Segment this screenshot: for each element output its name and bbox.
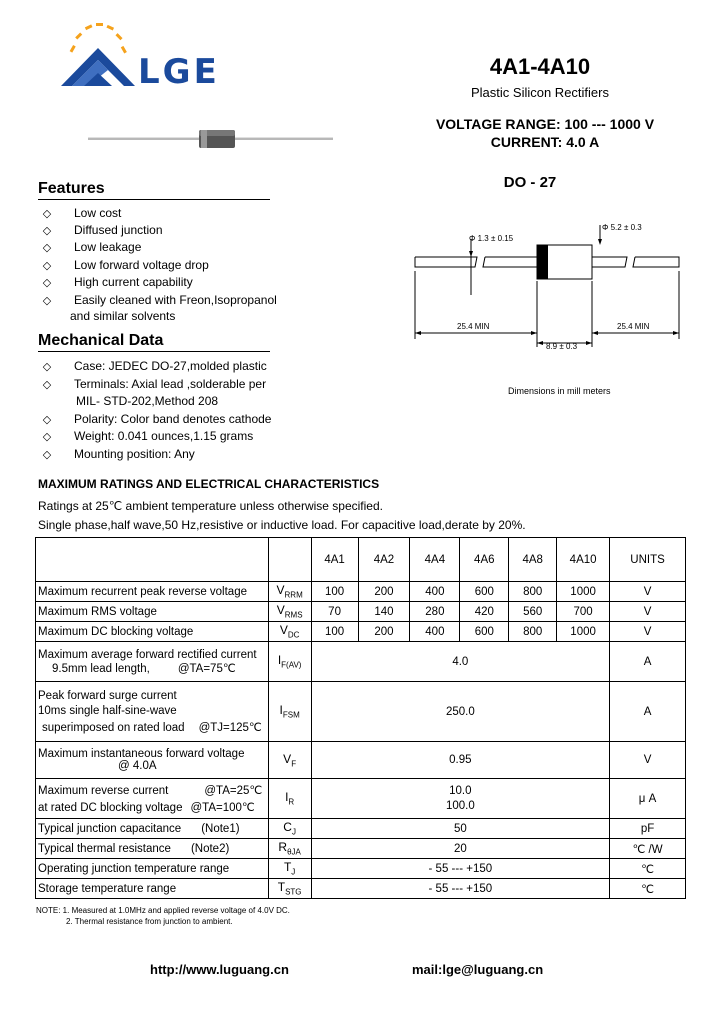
feature-text: Low leakage xyxy=(74,240,142,254)
mechanical-list xyxy=(42,359,342,469)
col-header: 4A1 xyxy=(311,538,358,582)
cell-value: 1000 xyxy=(557,582,610,602)
cell-value: 800 xyxy=(509,582,557,602)
features-title: Features xyxy=(38,180,270,200)
param-symbol: $T_J$ xyxy=(268,859,311,879)
list-item: ◇ Mounting position: Any xyxy=(42,447,195,461)
param-line: at rated DC blocking voltage @TA=100℃ xyxy=(38,802,255,814)
cell-unit: V xyxy=(610,582,686,602)
lead-diameter-label: Φ 1.3 ± 0.15 xyxy=(469,234,514,243)
cell-value: 20 xyxy=(311,839,609,859)
table-row xyxy=(36,582,686,602)
param-line: superimposed on rated load @TJ=125℃ xyxy=(42,721,262,734)
cell-value: 100 xyxy=(311,622,358,642)
features-list xyxy=(42,206,342,326)
param-symbol: $V_F$ xyxy=(268,742,311,779)
cell-unit: V xyxy=(610,602,686,622)
email-link[interactable]: mail:lge@luguang.cn xyxy=(412,962,544,977)
cell-value: 0.95 xyxy=(311,742,609,779)
list-item: ◇ Diffused junction xyxy=(42,223,163,237)
param-label xyxy=(36,742,269,779)
footnotes xyxy=(36,905,290,927)
param-label: Typical thermal resistance (Note2) xyxy=(36,839,269,859)
col-header: 4A2 xyxy=(358,538,410,582)
param-line: Maximum average forward rectified current xyxy=(38,648,257,661)
cell-value: 600 xyxy=(460,582,509,602)
param-symbol: $V_{RMS}$ xyxy=(268,602,311,622)
param-label xyxy=(36,682,269,742)
cell-value: 50 xyxy=(311,819,609,839)
list-item: ◇ High current capability xyxy=(42,275,193,289)
table-row xyxy=(36,879,686,899)
feature-continuation: and similar solvents xyxy=(70,309,176,323)
part-number: 4A1-4A10 xyxy=(489,54,591,79)
footnote-1: NOTE: 1. Measured at 1.0MHz and applied reverse voltage of 4.0V DC. xyxy=(36,906,290,915)
param-line: 9.5mm lead length, @TA=75℃ xyxy=(52,662,236,675)
cell-value: 4.0 xyxy=(311,642,609,682)
product-subtitle: Plastic Silicon Rectifiers xyxy=(471,85,609,100)
table-row xyxy=(36,839,686,859)
cell-unit: ℃ xyxy=(610,879,686,899)
ir-value-25: 10.0 xyxy=(449,785,472,797)
symbol-header xyxy=(268,538,311,582)
list-item: ◇ Low forward voltage drop xyxy=(42,258,209,272)
param-line: Maximum instantaneous forward voltage xyxy=(38,748,245,760)
mechanical-text: Terminals: Axial lead ,solderable per xyxy=(74,377,267,391)
param-line: Peak forward surge current xyxy=(38,689,177,702)
footnote-2: 2. Thermal resistance from junction to ambient. xyxy=(66,917,233,926)
mechanical-continuation: MIL- STD-202,Method 208 xyxy=(76,394,219,408)
body-diameter-label: Φ 5.2 ± 0.3 xyxy=(602,223,642,232)
diode-image xyxy=(88,128,333,152)
list-item: ◇ Weight: 0.041 ounces,1.15 grams xyxy=(42,429,254,443)
cell-unit: ℃ xyxy=(610,859,686,879)
cell-value: 400 xyxy=(410,622,460,642)
param-symbol: $V_{RRM}$ xyxy=(268,582,311,602)
table-row xyxy=(36,742,686,779)
cell-value: 100 xyxy=(311,582,358,602)
cell-value: 600 xyxy=(460,622,509,642)
cell-value: - 55 --- +150 xyxy=(311,859,609,879)
table-row xyxy=(36,642,686,682)
param-symbol: $I_{F(AV)}$ xyxy=(268,642,311,682)
cell-value: 250.0 xyxy=(311,682,609,742)
feature-text: Low forward voltage drop xyxy=(74,258,209,272)
table-row xyxy=(36,622,686,642)
cell-value xyxy=(311,779,609,819)
cell-unit: pF xyxy=(610,819,686,839)
cell-value: 800 xyxy=(509,622,557,642)
feature-text: Easily cleaned with Freon,Isopropanol xyxy=(74,293,277,307)
cell-unit: μ A xyxy=(610,779,686,819)
table-row xyxy=(36,859,686,879)
cell-value: 200 xyxy=(358,622,410,642)
mechanical-text: Mounting position: Any xyxy=(74,447,195,461)
right-lead-length-label: 25.4 MIN xyxy=(617,322,650,331)
param-line: Maximum reverse current @TA=25℃ xyxy=(38,785,263,797)
diagram-caption: Dimensions in mill meters xyxy=(508,386,611,396)
voltage-range: VOLTAGE RANGE: 100 --- 1000 V xyxy=(435,116,655,132)
current-rating: CURRENT: 4.0 A xyxy=(490,134,600,150)
param-symbol: $I_R$ xyxy=(268,779,311,819)
param-symbol: $V_{DC}$ xyxy=(268,622,311,642)
table-row xyxy=(36,602,686,622)
col-header: 4A10 xyxy=(557,538,610,582)
dimension-diagram xyxy=(405,215,695,355)
list-item: ◇ Low leakage xyxy=(42,240,142,254)
param-symbol: $C_J$ xyxy=(268,819,311,839)
body-length-label: 8.9 ± 0.3 xyxy=(546,342,578,351)
table-row xyxy=(36,682,686,742)
param-symbol: $T_{STG}$ xyxy=(268,879,311,899)
list-item: ◇ Low cost xyxy=(42,206,122,220)
logo-text: LGE xyxy=(138,52,220,92)
website-link[interactable]: http://www.luguang.cn xyxy=(150,962,289,977)
list-item: ◇ Case: JEDEC DO-27,molded plastic xyxy=(42,359,267,373)
cell-unit: ℃ /W xyxy=(610,839,686,859)
col-header: 4A4 xyxy=(410,538,460,582)
param-label: Operating junction temperature range xyxy=(36,859,269,879)
param-label xyxy=(36,779,269,819)
col-header: UNITS xyxy=(610,538,686,582)
mechanical-text: Case: JEDEC DO-27,molded plastic xyxy=(74,359,267,373)
cell-value: 280 xyxy=(410,602,460,622)
cell-value: 420 xyxy=(460,602,509,622)
feature-text: High current capability xyxy=(74,275,193,289)
cell-value: 70 xyxy=(311,602,358,622)
mechanical-text: Weight: 0.041 ounces,1.15 grams xyxy=(74,429,254,443)
param-header xyxy=(36,538,269,582)
cell-value: 1000 xyxy=(557,622,610,642)
col-header: 4A8 xyxy=(509,538,557,582)
cell-value: 400 xyxy=(410,582,460,602)
param-line: 10ms single half-sine-wave xyxy=(38,704,177,717)
param-label: Maximum DC blocking voltage xyxy=(36,622,269,642)
ratings-note-load: Single phase,half wave,50 Hz,resistive or inductive load. For capacitive load,derate by 20%. xyxy=(38,518,526,532)
param-label: Typical junction capacitance (Note1) xyxy=(36,819,269,839)
ratings-heading: MAXIMUM RATINGS AND ELECTRICAL CHARACTERISTICS xyxy=(38,477,380,491)
cell-unit: V xyxy=(610,742,686,779)
ratings-note-ambient: Ratings at 25℃ ambient temperature unless otherwise specified. xyxy=(38,499,383,513)
table-row xyxy=(36,779,686,819)
param-label xyxy=(36,642,269,682)
ir-value-100: 100.0 xyxy=(445,800,475,812)
cell-value: - 55 --- +150 xyxy=(311,879,609,899)
cell-value: 560 xyxy=(509,602,557,622)
table-row xyxy=(36,819,686,839)
table-header-row xyxy=(36,538,686,582)
param-symbol: $R_{\theta JA}$ xyxy=(268,839,311,859)
param-line: @ 4.0A xyxy=(118,760,157,772)
param-label: Storage temperature range xyxy=(36,879,269,899)
list-item: ◇ Easily cleaned with Freon,Isopropanol xyxy=(42,293,277,307)
param-symbol: $I_{FSM}$ xyxy=(268,682,311,742)
mechanical-text: Polarity: Color band denotes cathode xyxy=(74,412,272,426)
cell-value: 700 xyxy=(557,602,610,622)
mechanical-title: Mechanical Data xyxy=(38,332,270,352)
company-logo xyxy=(58,18,138,90)
cell-value: 200 xyxy=(358,582,410,602)
cell-unit: A xyxy=(610,682,686,742)
feature-text: Diffused junction xyxy=(74,223,163,237)
list-item: ◇ Polarity: Color band denotes cathode xyxy=(42,412,272,426)
ratings-table xyxy=(35,537,686,899)
cell-unit: A xyxy=(610,642,686,682)
param-label: Maximum recurrent peak reverse voltage xyxy=(36,582,269,602)
package-type: DO - 27 xyxy=(503,174,557,191)
left-lead-length-label: 25.4 MIN xyxy=(457,322,490,331)
feature-text: Low cost xyxy=(74,206,122,220)
list-item: ◇ Terminals: Axial lead ,solderable per xyxy=(42,377,267,391)
param-label: Maximum RMS voltage xyxy=(36,602,269,622)
cell-unit: V xyxy=(610,622,686,642)
cell-value: 140 xyxy=(358,602,410,622)
col-header: 4A6 xyxy=(460,538,509,582)
